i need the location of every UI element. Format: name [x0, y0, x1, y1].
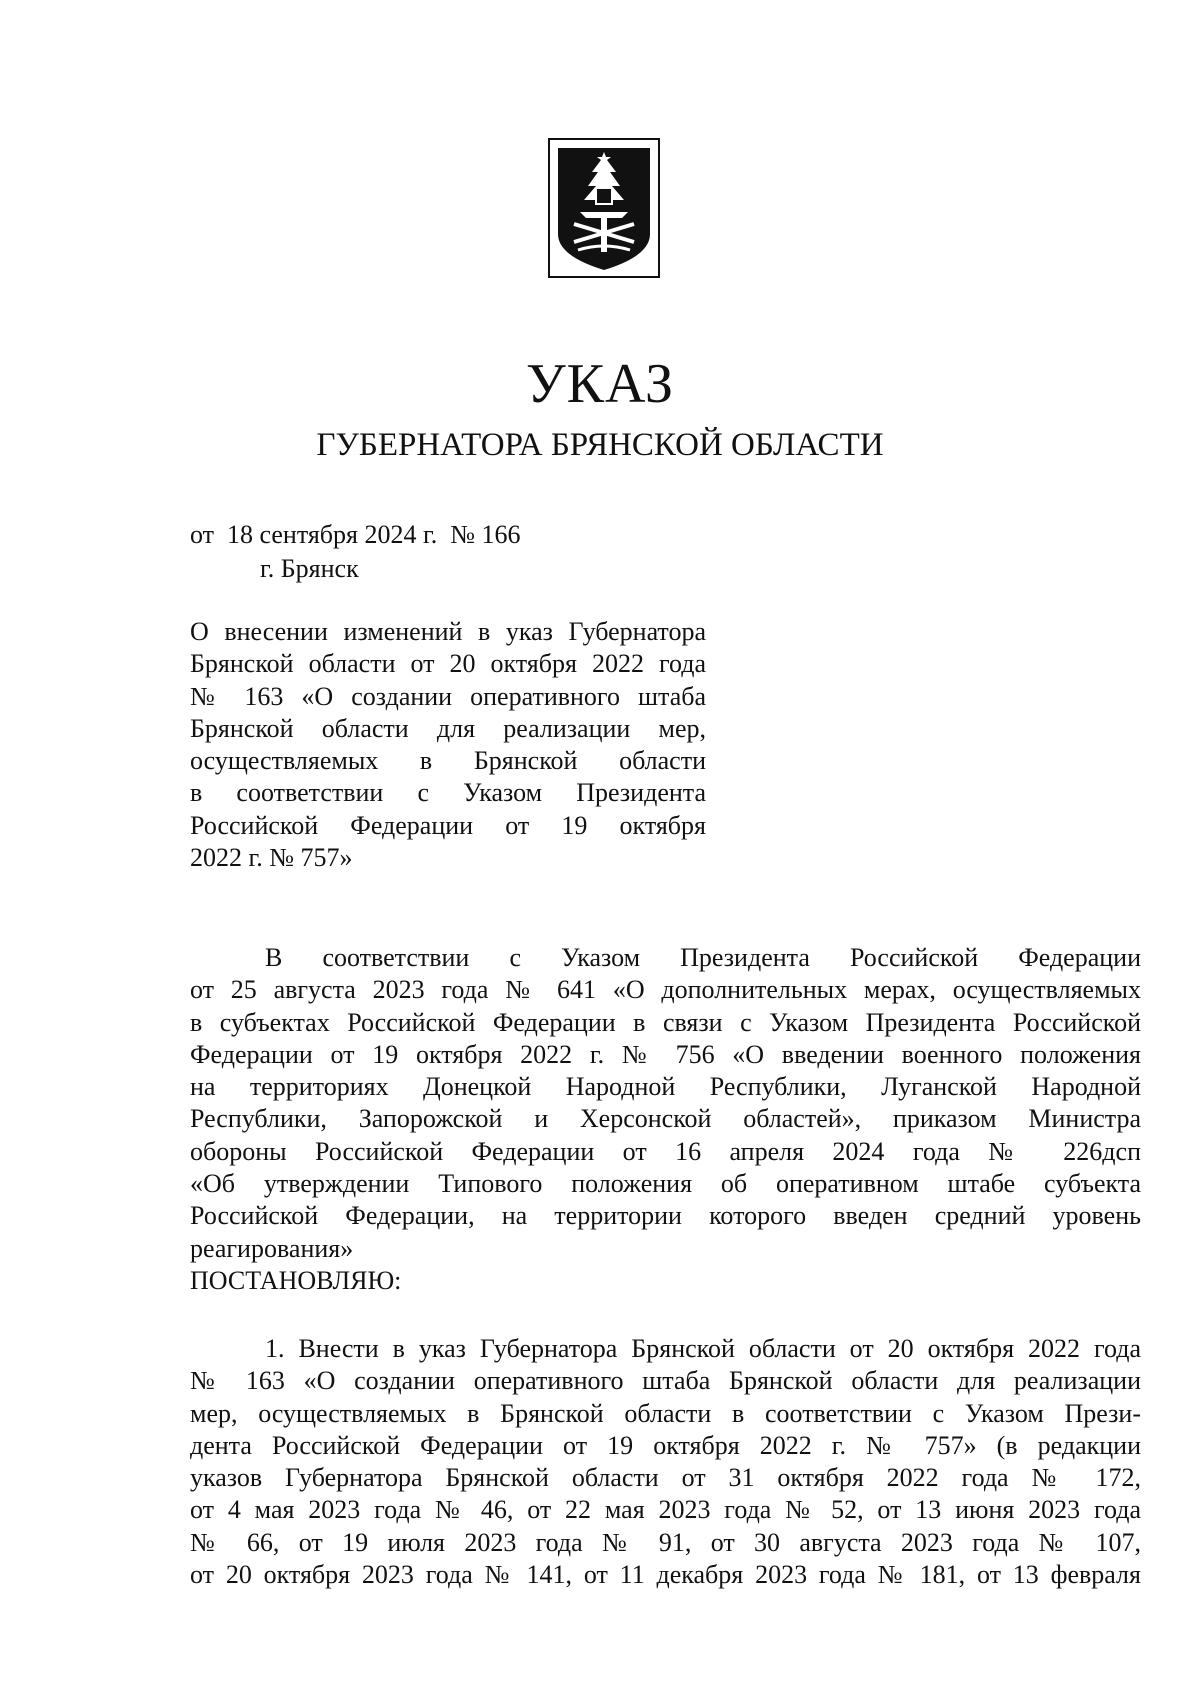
- point-1-paragraph: [190, 1333, 1141, 1591]
- subject-line: в соответствии с Указом Президента: [190, 778, 706, 808]
- point-1-line: от 4 мая 2023 года № 46, от 22 мая 2023 года № 52, от 13 июня 2023 года: [190, 1495, 1141, 1525]
- subject-line: 2022 г. № 757»: [190, 843, 353, 873]
- subject-line: осуществляемых в Брянской области: [190, 746, 706, 776]
- point-1-line: от 20 октября 2023 года № 141, от 11 декабря 2023 года № 181, от 13 февраля: [190, 1560, 1141, 1590]
- preamble-line: от 25 августа 2023 года № 641 «О дополнительных мерах, осуществляемых: [190, 975, 1141, 1005]
- preamble-line: Российской Федерации, на территории которого введен средний уровень: [190, 1201, 1141, 1231]
- preamble-line: на территориях Донецкой Народной Республики, Луганской Народной: [190, 1072, 1141, 1102]
- preamble-line: В соответствии с Указом Президента Российской Федерации: [265, 943, 1141, 972]
- date-number-line: от 18 сентября 2024 г. № 166: [190, 520, 521, 549]
- preamble-line: реагирования»: [190, 1233, 354, 1263]
- subject-line: № 163 «О создании оперативного штаба: [190, 681, 706, 711]
- point-1-line: № 66, от 19 июля 2023 года № 91, от 30 августа 2023 года № 107,: [190, 1527, 1141, 1557]
- preamble-paragraph: [190, 942, 1141, 1265]
- document-subtitle: ГУБЕРНАТОРА БРЯНСКОЙ ОБЛАСТИ: [316, 427, 884, 463]
- preamble-line: Федерации от 19 октября 2022 г. № 756 «О введении военного положения: [190, 1039, 1141, 1069]
- decree-word: ПОСТАНОВЛЯЮ:: [190, 1266, 402, 1295]
- point-1-line: дента Российской Федерации от 19 октября 2022 г. № 757» (в редакции: [190, 1430, 1141, 1460]
- decree-subject: [190, 616, 706, 874]
- point-1-line: 1. Внести в указ Губернатора Брянской области от 20 октября 2022 года: [265, 1334, 1141, 1363]
- preamble-line: Республики, Запорожской и Херсонской областей», приказом Министра: [190, 1104, 1141, 1134]
- coat-of-arms-icon: [548, 138, 660, 278]
- preamble-line: в субъектах Российской Федерации в связи с Указом Президента Российской: [190, 1007, 1141, 1037]
- preamble-line: «Об утверждении Типового положения об оперативном штабе субъекта: [190, 1169, 1141, 1199]
- document-title: УКАЗ: [525, 353, 675, 415]
- point-1-line: указов Губернатора Брянской области от 31 октября 2022 года № 172,: [190, 1463, 1141, 1493]
- preamble-line: обороны Российской Федерации от 16 апреля 2024 года № 226дсп: [190, 1136, 1141, 1166]
- point-1-line: № 163 «О создании оперативного штаба Брянской области для реализации: [190, 1366, 1141, 1396]
- point-1-line: мер, осуществляемых в Брянской области в соответствии с Указом Прези-: [190, 1398, 1141, 1428]
- subject-line: О внесении изменений в указ Губернатора: [190, 617, 706, 646]
- subject-line: Брянской области для реализации мер,: [190, 713, 706, 743]
- city-line: г. Брянск: [260, 554, 359, 583]
- subject-line: Российской Федерации от 19 октября: [190, 810, 706, 840]
- subject-line: Брянской области от 20 октября 2022 года: [190, 649, 706, 679]
